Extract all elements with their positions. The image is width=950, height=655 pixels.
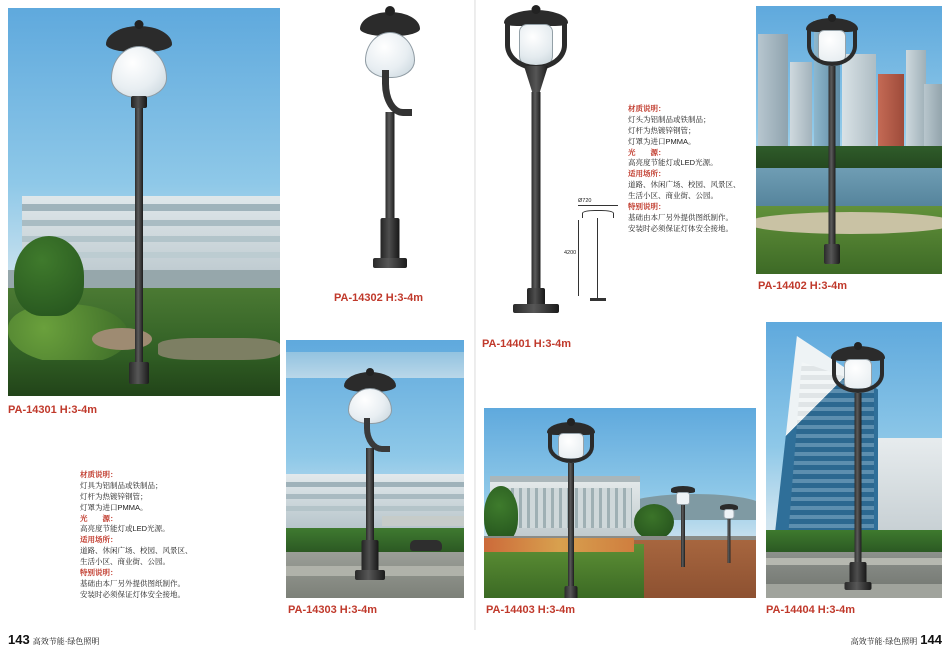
lamp-pole — [532, 92, 541, 292]
lamp-finial — [135, 20, 144, 29]
photo-rock — [158, 338, 280, 360]
lamp-base-plate — [355, 570, 385, 580]
spec-left-material-1: 灯具为铝制品或铁制品； — [80, 480, 163, 490]
caption-pa-14301: PA-14301 H:3-4m — [8, 404, 98, 416]
lamp-finial — [567, 418, 575, 426]
lamp-globe — [111, 46, 167, 98]
spec-right-title-material: 材质说明： — [628, 104, 666, 113]
folio-right — [851, 632, 942, 647]
product-photo-pa-14403 — [484, 408, 756, 598]
spec-left-usage-2: 生活小区、商业街、公园。 — [80, 557, 170, 566]
lamp-cage — [505, 20, 567, 70]
spec-left-usage-1: 道路、休闲广场、校园、风景区、 — [80, 546, 193, 556]
product-photo-pa-14303 — [286, 340, 464, 598]
spec-left-source-1: 高亮度节能灯或LED光源。 — [80, 524, 170, 534]
lamp-pa-14301 — [104, 26, 174, 386]
spec-right-material-3: 灯罩为进口PMMA。 — [628, 136, 696, 146]
photo-tower — [758, 34, 788, 154]
product-photo-pa-14402 — [756, 6, 942, 274]
spec-left-title-source: 光 源： — [80, 513, 118, 523]
spec-left-note-2: 安装时必须保证灯体安全接地。 — [80, 589, 185, 599]
lamp-taper — [524, 66, 548, 92]
photo-tower — [906, 50, 926, 154]
lamp-finial — [854, 342, 862, 350]
lamp-pa-14401 — [492, 6, 580, 320]
spec-right-title-note: 特别说明： — [628, 201, 666, 211]
spec-left-title-note: 特别说明： — [80, 567, 118, 577]
lamp-pole — [728, 519, 731, 563]
lamp-pole — [366, 448, 374, 546]
folio-right-text: 高效节能·绿色照明 — [850, 637, 918, 646]
photo-tower — [924, 84, 942, 154]
dimension-height-label: 4200 — [564, 250, 577, 256]
product-photo-pa-14301 — [8, 8, 280, 396]
dimension-top-label: Ø720 — [578, 198, 592, 204]
lamp-pa-14403-far-1 — [666, 486, 700, 570]
lamp-cage — [832, 355, 884, 393]
folio-left — [8, 632, 99, 647]
lamp-base-plate — [845, 582, 872, 590]
photo-palm — [14, 236, 84, 316]
lamp-base — [824, 244, 840, 264]
spec-right-material-2: 灯杆为热镀锌钢管； — [628, 125, 696, 135]
caption-pa-14404: PA-14404 H:3-4m — [766, 604, 856, 616]
spec-block-left — [80, 470, 270, 601]
dimension-height-line — [578, 220, 579, 296]
lamp-pa-14403 — [540, 420, 602, 594]
lamp-base-plate — [373, 258, 407, 268]
caption-pa-14402: PA-14402 H:3-4m — [758, 280, 848, 292]
lamp-cage — [807, 26, 857, 66]
dimension-drawing — [564, 198, 626, 316]
spec-right-material-1: 灯头为铝制品或铁制品； — [628, 114, 711, 124]
lamp-pole — [829, 66, 836, 248]
spec-left-title-material: 材质说明： — [80, 470, 118, 479]
folio-right-page-number: 144 — [920, 632, 942, 647]
spec-right-note-1: 基础由本厂另外提供图纸制作。 — [628, 212, 733, 222]
spec-right-title-usage: 适用场所： — [628, 169, 666, 179]
lamp-pa-14303 — [334, 370, 406, 588]
lamp-neck — [131, 96, 147, 108]
lamp-pole — [568, 463, 574, 589]
lamp-pa-14402 — [802, 14, 862, 270]
lamp-base — [129, 362, 149, 384]
lamp-globe — [724, 509, 735, 519]
dimension-top-line — [578, 205, 618, 206]
lamp-finial — [366, 368, 374, 376]
lamp-pole — [386, 112, 395, 224]
lamp-base-column — [362, 540, 379, 574]
dimension-base — [590, 298, 606, 301]
photo-tower-red — [878, 74, 904, 154]
spec-right-usage-1: 道路、休闲广场、校园、风景区、 — [628, 180, 741, 190]
lamp-pole — [855, 393, 862, 567]
spec-right-usage-2: 生活小区、商业街、公园。 — [628, 191, 718, 200]
lamp-base-plate — [513, 304, 559, 313]
lamp-arm — [364, 418, 390, 452]
lamp-globe — [676, 492, 690, 505]
page-fold-line — [474, 0, 476, 630]
lamp-finial — [532, 5, 541, 14]
lamp-base — [565, 586, 578, 598]
lamp-pa-14302 — [348, 8, 432, 286]
lamp-cage — [548, 430, 594, 463]
lamp-pa-14403-far-2 — [716, 504, 742, 566]
caption-pa-14302: PA-14302 H:3-4m — [334, 292, 424, 304]
photo-car — [410, 540, 442, 551]
spec-left-material-3: 灯罩为进口PMMA。 — [80, 502, 148, 512]
lamp-pa-14404 — [826, 344, 890, 594]
folio-left-text: 高效节能·绿色照明 — [32, 637, 100, 646]
spec-right-note-2: 安装时必须保证灯体安全接地。 — [628, 223, 733, 233]
folio-left-page-number: 143 — [8, 632, 30, 647]
caption-pa-14303: PA-14303 H:3-4m — [288, 604, 378, 616]
caption-pa-14403: PA-14403 H:3-4m — [486, 604, 576, 616]
lamp-arm — [382, 70, 412, 116]
lamp-base-column — [381, 218, 400, 260]
product-photo-pa-14404 — [766, 322, 942, 598]
product-cutout-pa-14302 — [330, 4, 450, 288]
lamp-pole — [681, 505, 685, 567]
photo-tree — [484, 486, 518, 542]
spec-right-title-source: 光 源： — [628, 147, 666, 157]
lamp-finial — [828, 14, 836, 22]
caption-pa-14401: PA-14401 H:3-4m — [482, 338, 572, 350]
dimension-lamp-head — [582, 210, 614, 218]
lamp-finial — [385, 6, 395, 16]
spec-left-title-usage: 适用场所： — [80, 535, 118, 545]
spec-left-note-1: 基础由本厂另外提供图纸制作。 — [80, 578, 185, 588]
spec-right-source-1: 高亮度节能灯或LED光源。 — [628, 158, 718, 168]
dimension-pole — [597, 218, 598, 298]
lamp-pole — [135, 108, 143, 366]
spec-left-material-2: 灯杆为热镀锌钢管； — [80, 491, 148, 501]
